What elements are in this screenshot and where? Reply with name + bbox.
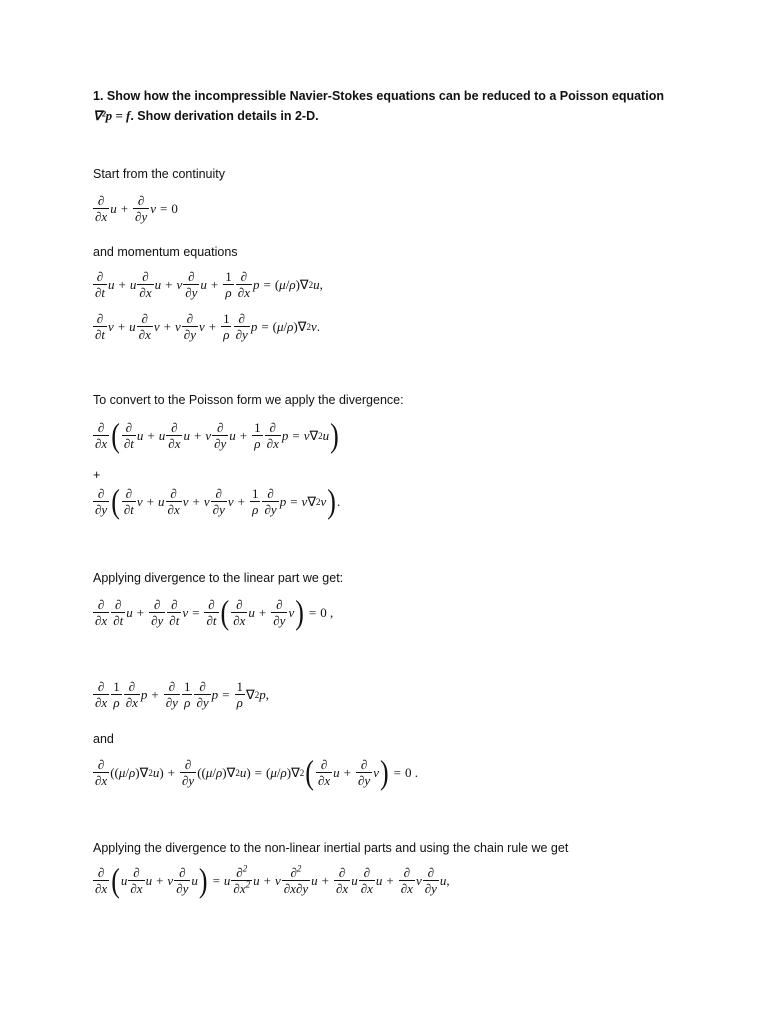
plus-sign: +	[93, 468, 101, 482]
divergence-equation-x: $\frac{\partial}{\partial x}$ ( $\frac{\partial}{\partial t}$ u + u $\frac{\partial}{\partial x}$ u + v $\frac{\partial}{\partial y}$ u + $\frac{1}{\rho}$ $\frac{\partial}{\partial x}$ p = ν ∇ 2 u )	[95, 416, 339, 454]
linear-part-equation-1: $\frac{\partial}{\partial x}$ $\frac{\partial}{\partial t}$ u + $\frac{\partial}{\partial y}$ $\frac{\partial}{\partial t}$ v = $\frac{\partial}{\partial t}$ ( $\frac{\partial}{\partial x}$ u + $\frac{\partial}{\partial y}$ v ) = 0 ,	[95, 593, 334, 631]
problem-statement-rest: . Show derivation details in 2-D.	[130, 109, 319, 123]
momentum-equation-x: $\frac{\partial}{\partial t}$ u + u $\frac{\partial}{\partial x}$ u + v $\frac{\partial}{\partial y}$ u + $\frac{1}{\rho}$ $\frac{\partial}{\partial x}$ p = ( μ / ρ )∇ 2 u ,	[95, 269, 323, 300]
nonlinear-part-intro: Applying the divergence to the non-linear inertial parts and using the chain rule we get	[93, 841, 569, 855]
divergence-intro: To convert to the Poisson form we apply the divergence:	[93, 393, 404, 407]
momentum-equation-y: $\frac{\partial}{\partial t}$ v + u $\frac{\partial}{\partial x}$ v + v $\frac{\partial}{\partial y}$ v + $\frac{1}{\rho}$ $\frac{\partial}{\partial y}$ p = ( μ / ρ )∇ 2 v .	[95, 311, 320, 342]
momentum-intro: and momentum equations	[93, 245, 238, 259]
linear-part-equation-2: $\frac{\partial}{\partial x}$ $\frac{1}{\rho}$ $\frac{\partial}{\partial x}$ p + $\frac{\partial}{\partial y}$ $\frac{1}{\rho}$ $\frac{\partial}{\partial y}$ p = $\frac{1}{\rho}$ ∇ 2 p ,	[95, 679, 269, 710]
divergence-equation-y: $\frac{\partial}{\partial y}$ ( $\frac{\partial}{\partial t}$ v + u $\frac{\partial}{\partial x}$ v + v $\frac{\partial}{\partial y}$ v + $\frac{1}{\rho}$ $\frac{\partial}{\partial y}$ p = ν ∇ 2 v ) .	[95, 482, 341, 520]
problem-statement-line-1: 1. Show how the incompressible Navier-Stokes equations can be reduced to a Poisson equation	[93, 89, 664, 103]
poisson-equation-inline: ∇²p = f	[93, 108, 131, 123]
and-text: and	[93, 732, 114, 746]
problem-statement-line-2	[93, 108, 319, 124]
linear-part-intro: Applying divergence to the linear part we get:	[93, 571, 344, 585]
viscous-part-equation: $\frac{\partial}{\partial x}$ (( μ / ρ )∇ 2 u ) + $\frac{\partial}{\partial y}$ (( μ / ρ )∇ 2 u ) = ( μ / ρ )∇ 2 ( $\frac{\partial}{\partial x}$ u + $\frac{\partial}{\partial y}$ v ) = 0 .	[95, 753, 418, 791]
continuity-equation: $\frac{\partial}{\partial x}$ u + $\frac{\partial}{\partial y}$ v = 0	[95, 193, 178, 224]
nonlinear-part-equation: $\frac{\partial}{\partial x}$ ( u $\frac{\partial}{\partial x}$ u + v $\frac{\partial}{\partial y}$ u ) = u $\frac{\partial^2}{\partial x^2}$ u + v $\frac{\partial^2}{\partial x\partial y}$ u + $\frac{\partial}{\partial x}$ u $\frac{\partial}{\partial x}$ u + $\frac{\partial}{\partial x}$ v $\frac{\partial}{\partial y}$ u ,	[95, 861, 450, 899]
continuity-intro: Start from the continuity	[93, 167, 226, 181]
